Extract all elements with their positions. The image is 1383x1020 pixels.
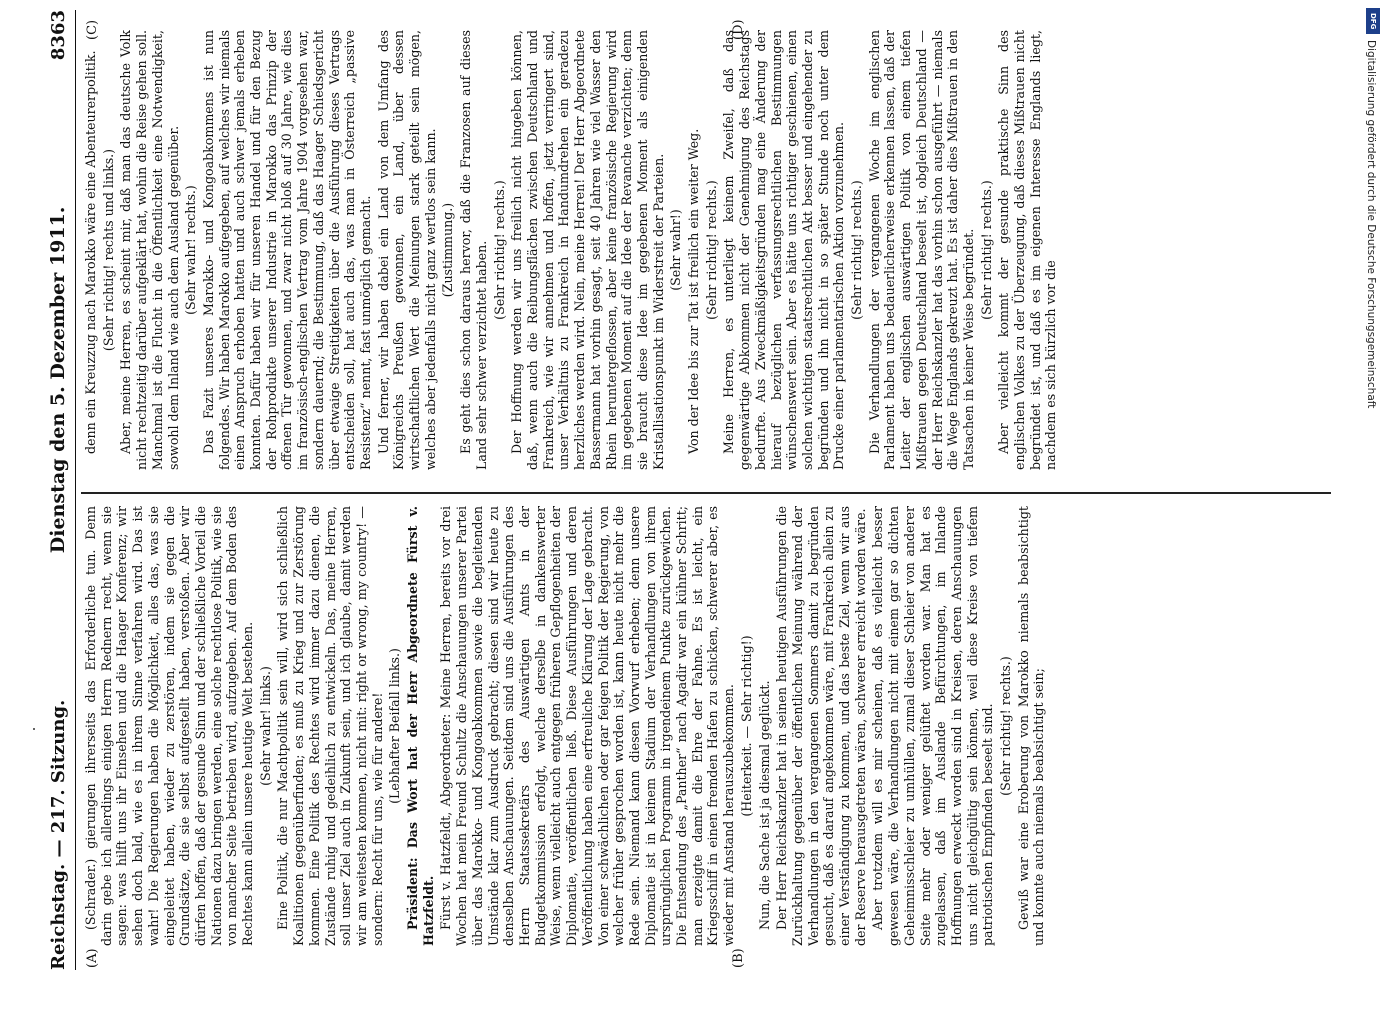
right-column: [83, 30, 1333, 470]
paragraph: (Schrader.) gierungen ihrerseits das Erforderliche tun. Denn darin gebe ich allerdings einigen Herrn Rednern recht, wenn sie sagen: was hilft uns ihr Einsehen und die Haager Konferenz; wir sehen doch bald, wie es in ihrem Sinne verfahren wird. Das ist wahr! Die Regierungen haben die Möglichkeit, alles das, was sie eingeleitet haben, wieder zu zerstören, indem sie gegen die Grundsätze, die sie selbst aufgestellt haben, verstoßen. Aber wir dürfen hoffen, daß der gesunde Sinn und der schließliche Vorteil die Nationen dazu bringen werden, eine solche rechtlose Politik, wie sie von mancher Seite betrieben wird, aufzugeben. Auf dem Boden des Rechtes kann allein unsere heutige Welt bestehen.: [83, 506, 256, 946]
page-header: [41, 10, 76, 970]
paragraph: Aber vielleicht kommt der gesunde praktische Sinn des englischen Volkes zu der Überzeugung, daß dieses Mißtrauen nicht begründet ist, und daß es im eigenen Interesse Englands liegt, nachdem es sich kürzlich vor die: [996, 30, 1059, 470]
interjection: (Lebhafter Beifall links.): [387, 648, 403, 804]
interjection: (Sehr wahr!): [668, 209, 684, 291]
marginal-c: (C): [85, 19, 100, 40]
interjection: (Sehr richtig! rechts.): [491, 180, 507, 320]
paragraph: Es geht dies schon daraus hervor, daß die Franzosen auf dieses Land sehr schwer verzichtet haben.: [458, 30, 489, 470]
interjection: (Heiterkeit. — Sehr richtig!): [738, 635, 754, 817]
page-number: 8363: [47, 10, 69, 61]
interjection: (Sehr richtig! rechts.): [998, 656, 1014, 796]
paragraph: Das Fazit unseres Marokko- und Kongoabkommens ist nun folgendes. Wir haben Marokko aufgegeben, auf welches wir niemals einen Anspruch erhoben hatten und auch schwer jemals erheben konnten. Dafür haben wir für unseren Handel und für den Bezug der Rohprodukte unserer Industrie in Marokko das Prinzip der offenen Tür gewonnen, und zwar nicht bloß auf 30 Jahre, wie dies im französisch-englischen Vertrag vom Jahre 1904 vorgesehen war, sondern dauernd; die Bestimmung, daß das Haager Schiedsgericht über etwaige Streitigkeiten über die Ausführung dieses Vertrags entscheiden soll, hat auch das, was man in Österreich „passive Resistenz“ nennt, fast unmöglich gemacht.: [200, 30, 373, 470]
paragraph: Aber trotzdem will es mir scheinen, daß es vielleicht besser gewesen wäre, die Verhandlungen nicht mit einem gar so dichten Geheimnisschleier zu umhüllen, zumal dieser Schleier von anderer Seite mehr oder weniger gelüftet worden war. Man hat es zugelassen, daß im Auslande Befürchtungen, im Inlande Hoffnungen erweckt worden sind in Kreisen, deren Anschauungen uns nicht gleichgültig sein können, weil diese Kreise von tiefem patriotischen Empfinden beseelt sind.: [870, 506, 996, 946]
marginal-a: (A): [85, 948, 100, 968]
paragraph: Aber, meine Herren, es scheint mir, daß man das deutsche Volk nicht rechtzeitig darüber aufgeklärt hat, wohin die Reise gehen soll. Manchmal ist die Flucht in die Öffentlichkeit eine Notwendigkeit, sowohl dem Inland wie auch dem Ausland gegenüber.: [118, 30, 181, 470]
marginal-d: (D): [731, 19, 746, 40]
side-note: [1363, 40, 1377, 1020]
column-divider: [81, 493, 1331, 495]
rotated-text-block: [41, 10, 1341, 970]
header-left: Reichstag. — 217. Sitzung.: [47, 699, 69, 970]
paragraph: Nun, die Sache ist ja diesmal geglückt.: [756, 680, 772, 930]
speck: [33, 728, 35, 730]
paragraph: denn ein Kreuzzug nach Marokko wäre eine Abenteurerpolitik.: [83, 50, 98, 454]
header-date: Dienstag den 5. Dezember 1911.: [47, 206, 69, 554]
paragraph: Meine Herren, es unterliegt keinem Zweifel, daß das gegenwärtige Abkommen nicht der Genehmigung des Reichstags bedurfte. Aus Zweckmäßigkeitsgründen mag eine Änderung der hierauf bezüglichen verfassungsrechtlichen Bestimmungen wünschenswert sein. Aber es hätte uns richtiger geschienen, einen solchen wichtigen staatsrechtlichen Akt besser und eingehender zu begründen und ihn nicht in so später Stunde noch unter dem Drucke einer parlamentarischen Aktion vorzunehmen.: [721, 30, 847, 470]
speaker-announcement: Präsident: Das Wort hat der Herr Abgeordnete Fürst v. Hatzfeldt.: [405, 506, 436, 946]
marginal-b: (B): [731, 948, 746, 968]
paragraph: Der Herr Reichskanzler hat in seinen heutigen Ausführungen die Zurückhaltung gegenüber der öffentlichen Meinung während der Verhandlungen in den vergangenen Sommers damit zu begründen gesucht, daß es darauf angekommen wäre, mit Frankreich allein zu einer Verständigung zu kommen, und das beste Ziel, wenn wir aus der Reserve herausgetreten wären, schwerer erreicht worden wäre.: [774, 506, 868, 946]
digitization-note: Digitalisierung gefördert durch die Deutsche Forschungsgemeinschaft: [1365, 40, 1377, 409]
interjection: (Sehr richtig! rechts.): [978, 180, 994, 320]
interjection: (Sehr richtig! rechts.): [703, 180, 719, 320]
interjection: (Sehr richtig! rechts und links.): [100, 148, 116, 352]
paragraph: Und ferner, wir haben dabei ein Land von dem Umfang des Königreichs Preußen gewonnen, ein Land, über dessen wirtschaftlichen Wert die Meinungen stark geteilt sein mögen, welches aber jedenfalls nicht ganz wertlos sein kann.: [375, 30, 438, 470]
interjection: (Sehr wahr! rechts.): [183, 185, 199, 315]
paragraph: Eine Politik, die nur Machtpolitik sein will, wird sich schließlich Koalitionen gegenüberfinden; es muß zu Krieg und zur Zerstörung kommen. Eine Politik des Rechtes wird immer dazu dienen, die Zustände ruhig und gedeihlich zu entwickeln. Das, meine Herren, soll unser Ziel auch in Zukunft sein, und ich glaube, damit werden wir am weitesten kommen, nicht mit: right or wrong, my country! — sondern: Recht für uns, wie für andere!: [275, 506, 385, 946]
interjection: (Zustimmung.): [440, 202, 456, 298]
paragraph: Fürst v. Hatzfeldt, Abgeordneter: Meine Herren, bereits vor drei Wochen hat mein Freund Schultz die Anschauungen unserer Partei über das Marokko- und Kongoabkommen sowie die begleitenden Umstände klar zum Ausdruck gebracht; diesen sind wir heute zu denselben Anschauungen. Seitdem sind uns die Ausführungen des Herrn Staatssekretärs des Auswärtigen Amts in der Budgetkommission erfolgt, welche derselbe in dankenswerter Weise, wenn vielleicht auch entgegen früheren Gepflogenheiten der Diplomatie, veröffentlichen ließ. Diese Ausführungen und deren Veröffentlichung haben eine erfreuliche Klärung der Lage gebracht. Von einer schwächlichen oder gar feigen Politik der Regierung, von welcher früher gesprochen worden ist, kann heute nicht mehr die Rede sein. Niemand kann diesen Vorwurf erheben; denn unsere Diplomatie ist in keinem Stadium der Verhandlungen von ihrem ursprünglichen Programm in irgendeinem Punkte zurückgewichen. Die Entsendung des „Panther“ nach Agadir war ein kühner Schritt; man erzeigte damit die Ehre der Fahne. Es ist leicht, ein Kriegsschiff in einen fremden Hafen zu schicken, schwerer aber, es wieder mit Anstand herauszubekommen.: [438, 506, 737, 946]
left-column: [83, 506, 1333, 946]
paragraph: Von der Idee bis zur Tat ist freilich ein weiter Weg.: [686, 128, 702, 454]
paragraph: Die Verhandlungen der vergangenen Woche im englischen Parlament haben uns bedauerlicherweise erkennen lassen, daß der Leiter der englischen auswärtigen Politik von einem tiefen Mißtrauen gegen Deutschland beseelt ist, obgleich Deutschland — der Herr Reichskanzler hat das vorhin schon ausgeführt — niemals die Wege Englands gekreuzt hat. Es ist daher dies Mißtrauen in den Tatsachen in keiner Weise begründet.: [866, 30, 976, 470]
interjection: (Sehr wahr! links.): [257, 666, 273, 786]
interjection: (Sehr richtig! rechts.): [849, 180, 865, 320]
paragraph: Gewiß war eine Eroberung von Marokko niemals beabsichtigt und konnte auch niemals beabsichtigt sein;: [1015, 506, 1047, 946]
dfg-logo: DFG: [1366, 8, 1380, 34]
paragraph: Der Hoffnung werden wir uns freilich nicht hingeben können, daß, wenn auch die Reibungsflächen zwischen Deutschland und Frankreich, wie wir annehmen und hoffen, jetzt verringert sind, unser Verhältnis zu Frankreich in Handumdrehen ein geradezu herzliches werden wird. Nein, meine Herren! Der Herr Abgeordnete Bassermann hat vorhin gesagt, seit 40 Jahren wie viel Wasser den Rhein heruntergeflossen, aber keine französische Regierung wird im gegebenen Moment auf die Idee der Revanche verzichten; denn sie braucht diese Idee im gegebenen Moment als einigenden Kristallisationspunkt im Widerstreit der Parteien.: [509, 30, 666, 470]
